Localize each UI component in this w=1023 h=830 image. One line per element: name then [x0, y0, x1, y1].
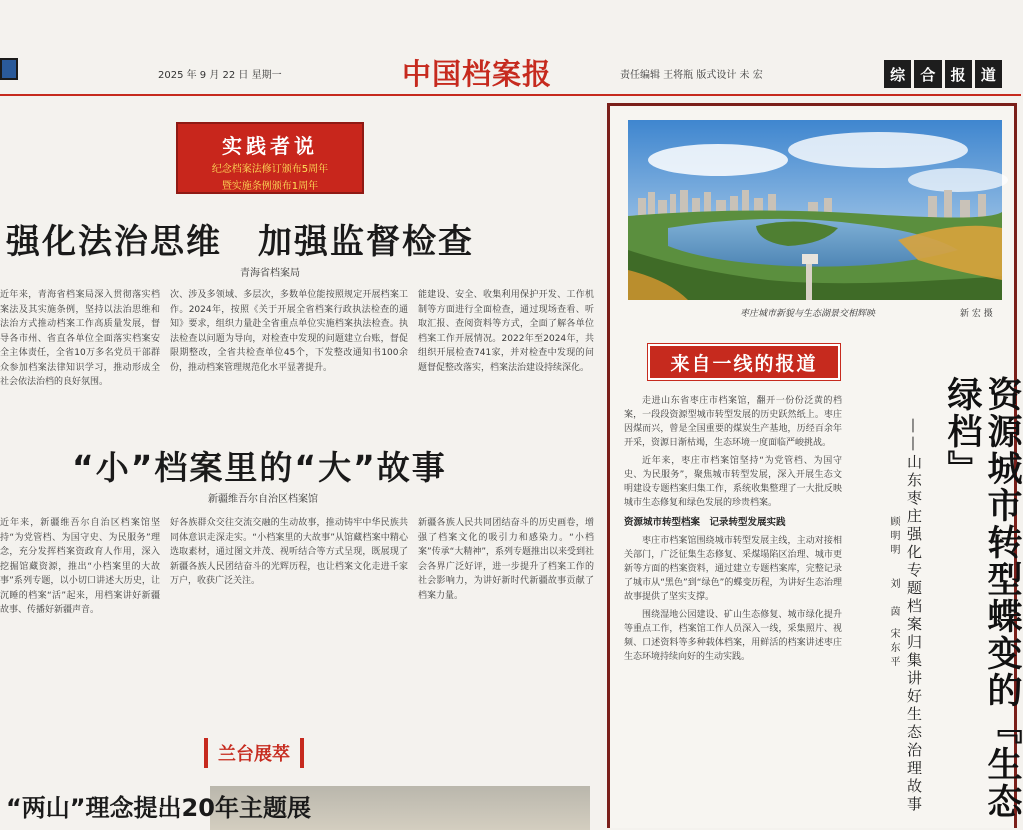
- author-name: 顾明明: [888, 516, 899, 558]
- photo-caption: 枣庄城市新貌与生态湖景交相辉映: [740, 309, 876, 319]
- header-divider: [0, 94, 1021, 96]
- photo-credit: 新 宏 摄: [960, 309, 993, 319]
- feature-paragraph: 围绕湿地公园建设、矿山生态修复、城市绿化提升等重点工作，档案馆工作人员深入一线，采集照片、视频、口述资料等多种载体档案，用鲜活的档案讲述枣庄生态环境持续向好的生动实践。: [624, 610, 842, 662]
- article1-column: 能建设、安全、收集利用保护开发、工作机制等方面进行全面检查，通过现场查看、听取汇报、查阅资料等方式，全面了解各单位档案工作开展情况。2022年至2024年，共组织开展检查741家，并对检查中发现的问题督促整改落实，档案法治建设持续深化。: [418, 290, 594, 373]
- feature-headline[interactable]: 资源城市转型蝶变的『生态绿档』: [942, 376, 1023, 820]
- article2-byline: 新疆维吾尔自治区档案馆: [208, 494, 318, 505]
- article1-byline: 青海省档案局: [240, 268, 300, 279]
- page-header: [0, 0, 1021, 98]
- feature-subheading: 资源城市转型档案 记录转型发展实践: [624, 517, 786, 528]
- article1-column: 近年来，青海省档案局深入贯彻落实档案法及其实施条例，坚持以法治思维和法治方式推动档案工作高质量发展，督导各市州、省直各单位全面落实档案安全主体责任，全省10万多名党员干部群众参加档案法律知识学习，推动形成全社会依法治档的良好氛围。: [0, 290, 160, 387]
- section-tag-char: 道: [975, 60, 1002, 88]
- article1-body: [0, 288, 595, 418]
- feature-paragraph: 走进山东省枣庄市档案馆，翻开一份份泛黄的档案，一段段资源型城市转型发展的历史跃然纸上。枣庄因煤而兴，曾是全国重要的煤炭生产基地，历经百余年开采，资源日渐枯竭，生态环境一度面临严峻挑战。: [624, 396, 842, 448]
- newspaper-masthead: 中国档案报: [402, 57, 553, 91]
- article1-column: 次、涉及多领域、多层次，多数单位能按照规定开展档案工作。2024年，按照《关于开展全省档案行政执法检查的通知》要求，组织力量赴全省重点单位实施档案执法检查。执法检查以问题为导向，对检查中发现的问题建立台账，督促限期整改，全省共检查单位45个，下发整改通知书100余份，推动档案管理规范化水平显著提升。: [170, 290, 408, 373]
- practice-banner: [176, 122, 364, 194]
- banner-subtitle-1: 纪念档案法修订颁布5周年: [211, 164, 329, 175]
- city-lake-illustration: [628, 120, 1002, 300]
- article2-column: 好各族群众交往交流交融的生动故事，推动铸牢中华民族共同体意识走深走实。“小档案里的大故事”从馆藏档案中精心选取素材，通过图文并茂、视听结合等方式呈现，既展现了新疆各族人民团结奋斗的光辉历程，也让档案文化走进千家万户，收获广泛关注。: [170, 518, 408, 586]
- author-name: 刘 茵: [888, 578, 899, 620]
- feature-paragraph: 枣庄市档案馆围绕城市转型发展主线，主动对接相关部门，广泛征集生态修复、采煤塌陷区治理、城市更新等方面的档案资料，通过建立专题档案库，完整记录了城市从“黑色”到“绿色”的蝶变历程，为讲好生态治理故事提供了坚实支撑。: [624, 536, 842, 602]
- section-tag-char: 报: [945, 60, 972, 88]
- editor-credits: 责任编辑 王将瓶 版式设计 未 宏: [620, 70, 763, 81]
- section-tag: [884, 60, 1002, 88]
- issue-date: 2025 年 9 月 22 日 星期一: [158, 70, 282, 81]
- frontline-report-tag: 来自一线的报道: [648, 344, 840, 380]
- feature-article-body: [624, 394, 842, 668]
- banner-subtitle-2: 暨实施条例颁布1周年: [221, 181, 319, 192]
- article3-headline[interactable]: “两山”理念提出20年主题展: [6, 794, 311, 822]
- left-column: [0, 98, 595, 828]
- section-tag-char: 综: [884, 60, 911, 88]
- section-tag-char: 合: [914, 60, 941, 88]
- exhibition-section-label: 兰台展萃: [204, 738, 304, 768]
- banner-title: 实践者说: [222, 134, 318, 158]
- article2-body: [0, 516, 595, 726]
- article2-column: 近年来，新疆维吾尔自治区档案馆坚持“为党管档、为国守史、为民服务”理念，充分发挥档案资政育人作用，深入挖掘馆藏资源，推出“小档案里的大故事”系列专题，以小切口讲述大历史，让沉睡的档案“活”起来，用档案讲好新疆故事、传播好新疆声音。: [0, 518, 160, 615]
- article1-headline[interactable]: 强化法治思维 加强监督检查: [6, 222, 474, 262]
- city-lake-photo: [628, 120, 1002, 300]
- article2-headline[interactable]: “小”档案里的“大”故事: [72, 448, 447, 487]
- feature-article-box: [607, 103, 1023, 828]
- feature-paragraph: 近年来，枣庄市档案馆坚持“为党管档、为国守史、为民服务”，聚焦城市转型发展，深入开展生态文明建设专题档案归集工作，系统收集整理了一大批反映城市生态修复和绿色发展的珍贵档案。: [624, 456, 842, 508]
- article2-column: 新疆各族人民共同团结奋斗的历史画卷，增强了档案文化的吸引力和感染力。“小档案”传承“大精神”，系列专题推出以来受到社会各界广泛好评，进一步提升了档案工作的社会影响力，为讲好新时代新疆故事贡献了档案力量。: [418, 518, 594, 601]
- author-name: 宋东平: [888, 628, 899, 670]
- page-corner-icon: [0, 58, 18, 80]
- feature-subtitle: ——山东枣庄强化专题档案归集讲好生态治理故事: [905, 418, 923, 814]
